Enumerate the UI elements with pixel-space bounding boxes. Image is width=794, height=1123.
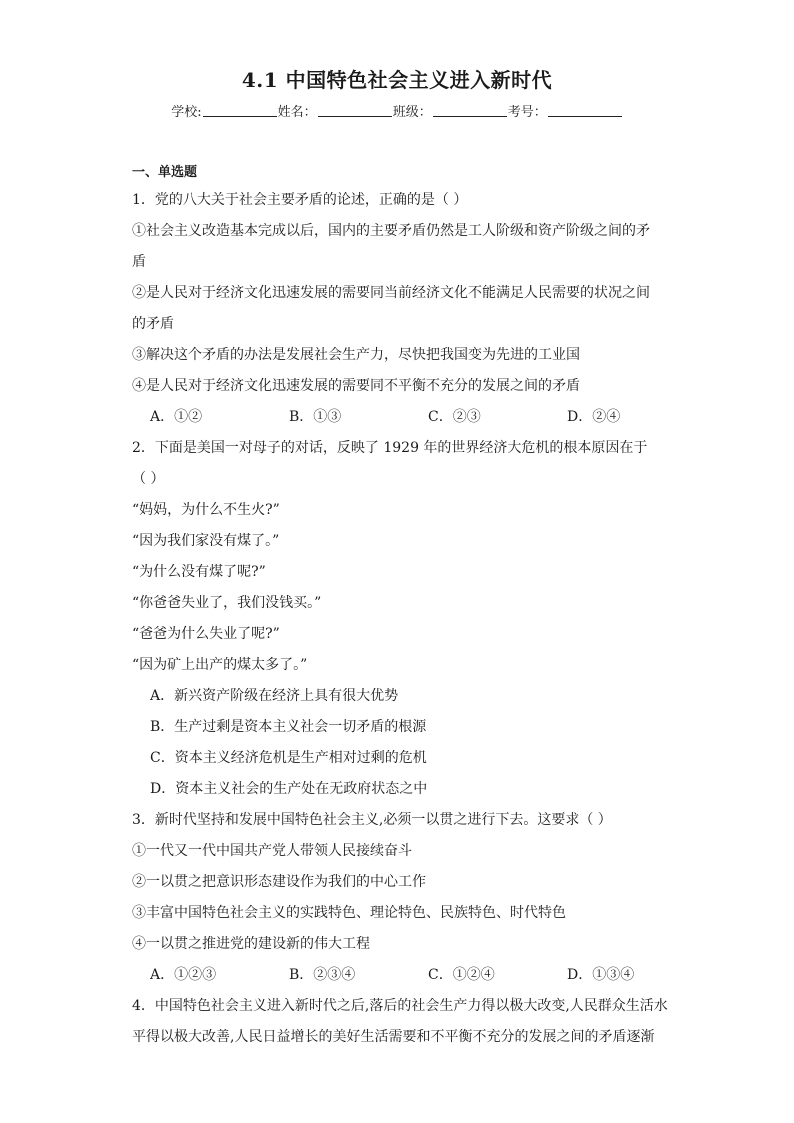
question-1-item: 的矛盾 [132, 316, 174, 332]
dialog-line: “因为矿上出产的煤太多了。” [132, 657, 308, 673]
choice-d[interactable]: D．资本主义社会的生产处在无政府状态之中 [150, 781, 428, 797]
choice-b[interactable]: B．②③④ [289, 967, 356, 983]
choice-a[interactable]: A．新兴资产阶级在经济上具有很大优势 [150, 688, 399, 704]
choice-d[interactable]: D．②④ [567, 409, 621, 425]
choice-c[interactable]: C．②③ [428, 409, 481, 425]
question-3-choices [132, 960, 666, 991]
question-4-stem-continued: 平得以极大改善,人民日益增长的美好生活需要和不平衡不充分的发展之间的矛盾逐渐 [132, 1029, 655, 1045]
exam-number-blank [548, 104, 622, 117]
question-1-choices [132, 402, 666, 433]
choice-d[interactable]: D．①③④ [567, 967, 635, 983]
question-3-item: ①一代又一代中国共产党人带领人民接续奋斗 [132, 843, 412, 859]
question-2-stem-continued: （ ） [132, 471, 165, 487]
question-3-item: ③丰富中国特色社会主义的实践特色、理论特色、民族特色、时代特色 [132, 905, 566, 921]
question-4-stem: 4．中国特色社会主义进入新时代之后,落后的社会生产力得以极大改变,人民群众生活水 [132, 998, 668, 1014]
choice-c[interactable]: C．资本主义经济危机是生产相对过剩的危机 [150, 750, 427, 766]
question-3-stem: 3．新时代坚持和发展中国特色社会主义,必须一以贯之进行下去。这要求（ ） [132, 812, 612, 828]
name-label: 姓名： [277, 105, 317, 120]
choice-a[interactable]: A．①② [150, 409, 203, 425]
class-label: 班级： [392, 105, 432, 120]
question-1-item: ③解决这个矛盾的办法是发展社会生产力，尽快把我国变为先进的工业国 [132, 347, 580, 363]
question-1-item: ①社会主义改造基本完成以后，国内的主要矛盾仍然是工人阶级和资产阶级之间的矛 [132, 223, 650, 239]
question-1-stem: 1．党的八大关于社会主要矛盾的论述，正确的是（ ） [132, 192, 468, 208]
school-label: 学校: [171, 105, 202, 120]
choice-b[interactable]: B．生产过剩是资本主义社会一切矛盾的根源 [150, 719, 427, 735]
choice-a[interactable]: A．①②③ [150, 967, 217, 983]
school-blank [203, 104, 277, 117]
exam-number-label: 考号： [507, 105, 547, 120]
dialog-line: “爸爸为什么失业了呢?” [132, 626, 280, 642]
question-1-item: ④是人民对于经济文化迅速发展的需要同不平衡不充分的发展之间的矛盾 [132, 378, 580, 394]
question-2-stem: 2．下面是美国一对母子的对话，反映了 1929 年的世界经济大危机的根本原因在于 [132, 440, 648, 456]
question-content [132, 163, 666, 1053]
question-3-item: ②一以贯之把意识形态建设作为我们的中心工作 [132, 874, 426, 890]
question-3-item: ④一以贯之推进党的建设新的伟大工程 [132, 936, 370, 952]
dialog-line: “妈妈，为什么不生火?” [132, 502, 280, 518]
choice-b[interactable]: B．①③ [289, 409, 342, 425]
question-1-item: 盾 [132, 254, 146, 270]
question-1-item: ②是人民对于经济文化迅速发展的需要同当前经济文化不能满足人民需要的状况之间 [132, 285, 650, 301]
section-heading: 一、单选题 [132, 165, 198, 180]
dialog-line: “因为我们家没有煤了。” [132, 533, 280, 549]
student-info-line [0, 101, 794, 120]
choice-c[interactable]: C．①②④ [428, 967, 495, 983]
name-blank [318, 104, 392, 117]
dialog-line: “你爸爸失业了，我们没钱买。” [132, 595, 322, 611]
class-blank [433, 104, 507, 117]
dialog-line: “为什么没有煤了呢?” [132, 564, 266, 580]
page-title: 4.1 中国特色社会主义进入新时代 [241, 68, 553, 92]
